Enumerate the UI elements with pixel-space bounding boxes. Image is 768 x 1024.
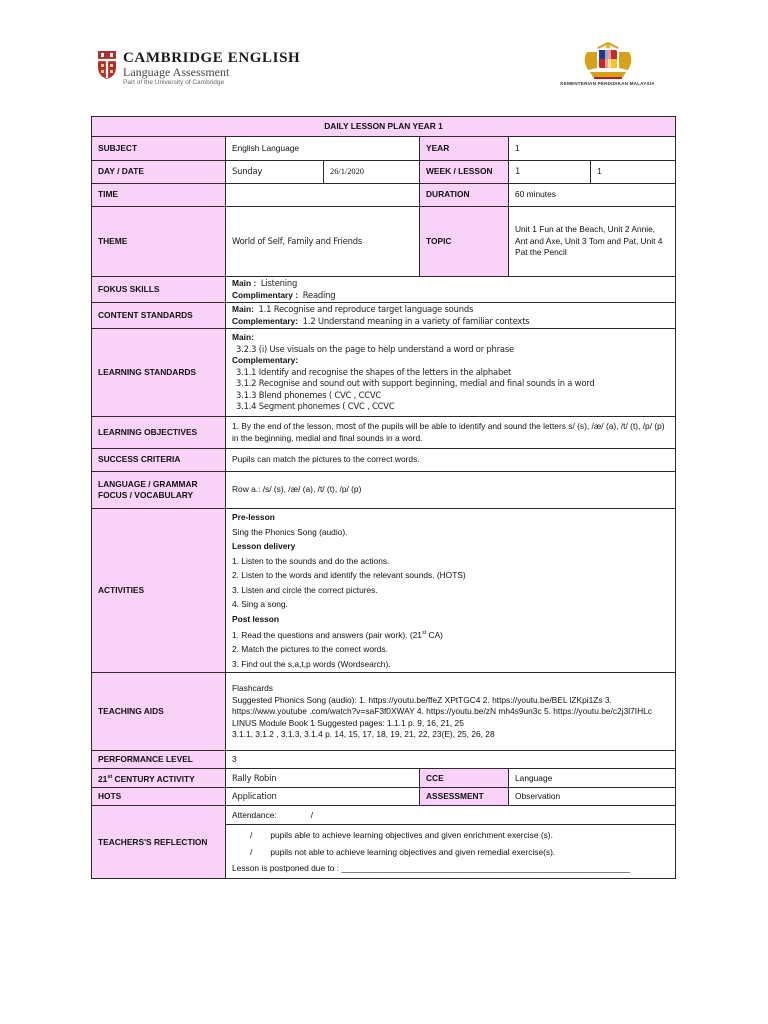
content-row [92, 303, 676, 329]
century-label-sup: st [107, 773, 113, 780]
lesson-plan-table [91, 116, 676, 879]
year-value: 1 [509, 137, 676, 161]
teaching-aids-cell [226, 673, 676, 751]
attendance-cell [226, 806, 676, 825]
teaching-aid-item: Suggested Phonics Song (audio): 1. https://youtu.be/ffeZ XPtTGC4 2. https://youtu.be/BEL lZKpi1Zs 3. https://www.youtube .com/watch?v=saF3f0XWAY 4. https://youtu.be/zN mh4s9un3c 5. https://youtu.be/c2j3l7IHLc [232, 694, 652, 717]
language-label-line-2: FOCUS / VOCABULARY [98, 490, 194, 500]
time-value [226, 184, 420, 207]
day-row [92, 161, 676, 184]
post-lesson-item [232, 626, 669, 642]
reflection-slash: / [250, 846, 253, 857]
fokus-comp-value: Reading [302, 289, 336, 300]
teaching-aids-label: TEACHING AIDS [92, 673, 226, 751]
objectives-text-a: 1. By the end of the lesson, [232, 421, 334, 431]
post-lesson-1b: CA) [426, 629, 443, 640]
objectives-row [92, 417, 676, 449]
teaching-aid-item: Flashcards [232, 683, 273, 694]
language-label-line-1: LANGUAGE / GRAMMAR [98, 478, 198, 489]
century-label-b: CENTURY ACTIVITY [112, 773, 195, 784]
fokus-skills-cell [226, 277, 676, 303]
subject-row [92, 137, 676, 161]
assessment-label: ASSESSMENT [420, 788, 509, 806]
learning-row [92, 329, 676, 417]
fokus-skills-label: FOKUS SKILLS [92, 277, 226, 303]
attendance-label: Attendance: [232, 809, 277, 820]
century-activity-label [92, 769, 226, 788]
cce-value: Language [509, 769, 676, 788]
fokus-main-value: Listening [260, 278, 298, 288]
hots-row [92, 788, 676, 806]
learning-comp-label: Complementary: [232, 355, 299, 366]
assessment-value: Observation [509, 788, 676, 806]
duration-label: DURATION [420, 184, 509, 207]
duration-value: 60 minutes [509, 184, 676, 207]
post-lesson-1a: 1. Read the questions and answers (pair work). (21 [232, 629, 422, 640]
hots-label: HOTS [92, 788, 226, 806]
day-value: Sunday [226, 161, 324, 184]
language-row [92, 472, 676, 509]
teaching-aid-item: 3.1.1, 3.1.2 , 3.1.3, 3.1.4 p. 14, 15, 17, 18, 19, 21, 22, 23(E), 25, 26, 28 [232, 729, 495, 740]
week-value: 1 [509, 161, 591, 184]
performance-row [92, 751, 676, 769]
century-row [92, 769, 676, 788]
day-date-label: DAY / DATE [92, 161, 226, 184]
success-row [92, 449, 676, 472]
ministry-name: KEMENTERIAN PENDIDIKAN MALAYSIA [560, 81, 655, 86]
post-lesson-item: 2. Match the pictures to the correct words. [232, 644, 388, 655]
success-criteria-label: SUCCESS CRITERIA [92, 449, 226, 472]
theme-value: World of Self, Family and Friends [226, 207, 420, 277]
content-comp-value: 1.2 Understand meaning in a variety of familiar contexts [302, 315, 530, 326]
title-row [92, 117, 676, 137]
post-lesson-item: 3. Find out the s,a,t,p words (Wordsearch). [232, 658, 391, 669]
fokus-main-label: Main : [232, 278, 257, 288]
content-standards-cell [226, 303, 676, 329]
learning-standards-label: LEARNING STANDARDS [92, 329, 226, 417]
objectives-text-b: of the pupils will be able to identify and sound the letters s/ (s), /æ/ (a), /t/ (t), /p/ (p) in the beginning, medial and final sounds in a word. [232, 421, 665, 443]
century-label-a: 21 [98, 773, 108, 784]
content-main-label: Main: [232, 304, 254, 314]
year-label: YEAR [420, 137, 509, 161]
lesson-delivery-label: Lesson delivery [232, 541, 296, 551]
reflection-line [232, 844, 669, 861]
activities-row [92, 509, 676, 673]
post-lesson-1sup: st [421, 630, 427, 636]
cambridge-shield-icon [97, 50, 117, 80]
lesson-delivery-item: 4. Sing a song. [232, 599, 288, 609]
page-header [0, 0, 768, 110]
success-criteria-value: Pupils can match the pictures to the correct words. [226, 449, 676, 472]
learning-comp-item: 3.1.4 Segment phonemes ( CVC , CCVC [236, 401, 395, 412]
century-activity-value: Rally Robin [226, 769, 420, 788]
time-row [92, 184, 676, 207]
lesson-delivery-item: 2. Listen to the words and identify the relevant sounds. (HOTS) [232, 570, 466, 580]
topic-value: Unit 1 Fun at the Beach, Unit 2 Annie, Ant and Axe, Unit 3 Tom and Pat, Unit 4 Pat the Pencil [509, 207, 676, 277]
learning-comp-item: 3.1.1 Identify and recognise the shapes of the letters in the alphabet [236, 366, 512, 377]
attendance-row [92, 806, 676, 825]
reflection-remedial: pupils not able to achieve learning objectives and given remedial exercise(s). [270, 846, 556, 857]
lesson-delivery-item: 3. Listen and circle the correct pictures. [232, 584, 378, 595]
reflection-cell [226, 825, 676, 879]
language-focus-value: Row a.: /s/ (s), /æ/ (a), /t/ (t), /p/ (p) [226, 472, 676, 509]
learning-objectives-cell [226, 417, 676, 449]
pre-lesson-text: Sing the Phonics Song (audio). [232, 526, 348, 537]
post-lesson-label: Post lesson [232, 613, 280, 624]
lesson-value: 1 [591, 161, 676, 184]
fokus-row [92, 277, 676, 303]
learning-standards-cell [226, 329, 676, 417]
time-label: TIME [92, 184, 226, 207]
subject-value: English Language [226, 137, 420, 161]
content-comp-label: Complementary: [232, 315, 299, 326]
teaching-aids-row [92, 673, 676, 751]
activities-cell [226, 509, 676, 673]
learning-main-value: 3.2.3 (i) Use visuals on the page to help understand a word or phrase [236, 343, 514, 354]
reflection-slash: / [250, 830, 253, 841]
theme-label: THEME [92, 207, 226, 277]
postponed-line: Lesson is postponed due to : ______________________________________________________________ [232, 863, 631, 874]
malaysia-crest-icon [578, 42, 638, 80]
language-focus-label [92, 472, 226, 509]
attendance-slash: / [310, 809, 314, 820]
learning-objectives-label: LEARNING OBJECTIVES [92, 417, 226, 449]
reflection-label: TEACHERS'S REFLECTION [92, 806, 226, 879]
objectives-most: most [335, 421, 356, 431]
lesson-delivery-item: 1. Listen to the sounds and do the actions. [232, 555, 390, 566]
cambridge-english-logo [97, 50, 337, 86]
fokus-comp-label: Complimentary : [232, 289, 299, 300]
content-standards-label: CONTENT STANDARDS [92, 303, 226, 329]
reflection-enrichment: pupils able to achieve learning objectives and given enrichment exercise (s). [270, 830, 553, 841]
performance-level-label: PERFORMANCE LEVEL [92, 751, 226, 769]
topic-label: TOPIC [420, 207, 509, 277]
cce-label: CCE [420, 769, 509, 788]
hots-value: Application [226, 788, 420, 806]
reflection-line [232, 827, 669, 844]
cambridge-subtitle: Language Assessment [123, 65, 230, 79]
content-main-value: 1.1 Recognise and reproduce target language sounds [258, 304, 474, 314]
ministry-logo [550, 42, 665, 90]
teaching-aid-item: LINUS Module Book 1 Suggested pages: 1.1.1 p. 9, 16, 21, 25 [232, 717, 464, 728]
learning-main-label: Main: [232, 332, 254, 343]
theme-row [92, 207, 676, 277]
performance-level-value: 3 [226, 751, 676, 769]
date-value: 26/1/2020 [324, 161, 420, 184]
cambridge-title: CAMBRIDGE ENGLISH [123, 50, 301, 66]
cambridge-part-line: Part of the University of Cambridge [123, 79, 225, 86]
activities-label: ACTIVITIES [92, 509, 226, 673]
subject-label: SUBJECT [92, 137, 226, 161]
learning-comp-item: 3.1.2 Recognise and sound out with support beginning, medial and final sounds in a word [236, 378, 595, 389]
learning-comp-item: 3.1.3 Blend phonemes ( CVC , CCVC [236, 389, 382, 400]
plan-title: DAILY LESSON PLAN YEAR 1 [92, 117, 676, 137]
week-lesson-label: WEEK / LESSON [420, 161, 509, 184]
pre-lesson-label: Pre-lesson [232, 512, 275, 522]
